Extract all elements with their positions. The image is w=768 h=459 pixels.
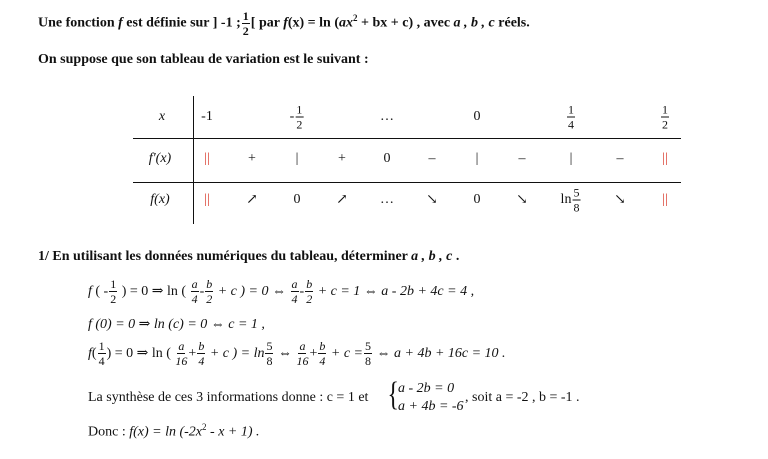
row-f-c5: … — [380, 192, 394, 207]
arrow-up-icon: ↗ — [336, 192, 348, 208]
row-fprime-label: f'(x) — [148, 151, 172, 166]
interval-frac: $\frac{1}{2}$ — [242, 9, 249, 38]
intro-text-4: (x) = ln ( — [287, 15, 339, 31]
row-x-v6: $\frac{1}{2}$ — [662, 102, 668, 132]
row-fprime-c1: || — [204, 151, 210, 166]
row-fprime-c10: – — [616, 151, 624, 166]
question-1-text: 1/ En utilisant les données numériques du tableau, déterminer — [38, 249, 408, 264]
row-x-v4: 0 — [473, 109, 481, 124]
row-fprime-c5: 0 — [383, 151, 391, 166]
row-fprime-c6: – — [428, 151, 436, 166]
row-f-label: f(x) — [150, 192, 170, 207]
row-fprime-c9: | — [569, 151, 573, 166]
row-x-v3: … — [380, 109, 394, 124]
row-x-label: x — [158, 109, 166, 124]
table-hline-1 — [133, 138, 681, 139]
row-f-c9: ln $\frac{5}{8}$ — [560, 185, 580, 215]
table-vline — [193, 96, 194, 224]
row-x-v1: -1 — [201, 109, 213, 124]
synthesis-text: La synthèse de ces 3 informations donne : c = 1 et — [88, 390, 369, 405]
system-eq-2: a + 4b = -6 — [398, 399, 464, 414]
row-fprime-c4: + — [338, 151, 346, 166]
equation-3: f( $\frac{1}{4}$ ) = 0 ⇒ ln ( $\frac{a}{16}$ + $\frac{b}{4}$ + c ) = ln $\frac{5}{8}$ ⇔ $\frac{a}{16}$ + $\frac{b}{4}$ + c = $\frac{5}{8}$ ⇔ a + 4b + 16c = 10 . — [88, 339, 506, 369]
intro-text-2: est définie sur — [126, 15, 210, 31]
intro-text-6: réels. — [498, 15, 530, 31]
interval-close: [ — [250, 15, 256, 31]
intro-line — [38, 10, 530, 37]
variation-intro: On suppose que son tableau de variation est le suivant : — [38, 52, 369, 67]
row-fprime-c7: | — [475, 151, 479, 166]
equation-2: f (0) = 0 ⇒ ln (c) = 0 ⇔ c = 1 , — [88, 317, 265, 332]
row-f-c1: || — [204, 192, 210, 207]
intro-params: a , b , c — [453, 15, 495, 31]
arrow-down-icon: ↘ — [516, 192, 528, 208]
row-fprime-c11: || — [662, 151, 668, 166]
intro-text-5: + bx + c) , avec — [361, 15, 451, 31]
intro-f: f — [118, 15, 123, 31]
question-1-vars: a , b , c — [411, 249, 453, 264]
arrow-down-icon: ↘ — [426, 192, 438, 208]
row-fprime-c8: – — [518, 151, 526, 166]
system-eq-1: a - 2b = 0 — [398, 381, 455, 396]
conclusion: Donc : $f(x) = \ln (-2x^2 - x + 1)$ . — [88, 422, 260, 440]
question-1: 1/ En utilisant les données numériques du tableau, déterminer a , b , c . — [38, 249, 460, 264]
arrow-up-icon: ↗ — [246, 192, 258, 208]
row-fprime-c2: + — [248, 151, 256, 166]
table-hline-2 — [133, 182, 681, 183]
equation-1: f ( - $\frac{1}{2}$ ) = 0 ⇒ ln ( $\frac{a}{4}$ - $\frac{b}{2}$ + c ) = 0 ⇔ $\frac{a}{4}$ - $\frac{b}{2}$ + c = 1 ⇔ a - 2b + 4c = 4 , — [88, 277, 475, 307]
row-f-c11: || — [662, 192, 668, 207]
intro-fx: f — [283, 15, 288, 31]
row-f-c7: 0 — [473, 192, 481, 207]
row-fprime-c3: | — [295, 151, 299, 166]
synthesis-result: , soit a = -2 , b = -1 . — [465, 390, 580, 405]
intro-text-1: Une fonction — [38, 15, 115, 31]
row-f-c3: 0 — [293, 192, 301, 207]
interval-open: ] -1 ; — [212, 15, 241, 31]
system-brace: { — [387, 376, 399, 413]
arrow-down-icon: ↘ — [614, 192, 626, 208]
row-x-v5: $\frac{1}{4}$ — [568, 102, 574, 132]
intro-ax: ax — [339, 15, 353, 31]
row-x-v2: - $\frac{1}{2}$ — [289, 102, 303, 132]
intro-exp: 2 — [353, 13, 358, 24]
intro-text-3: par — [258, 15, 280, 31]
